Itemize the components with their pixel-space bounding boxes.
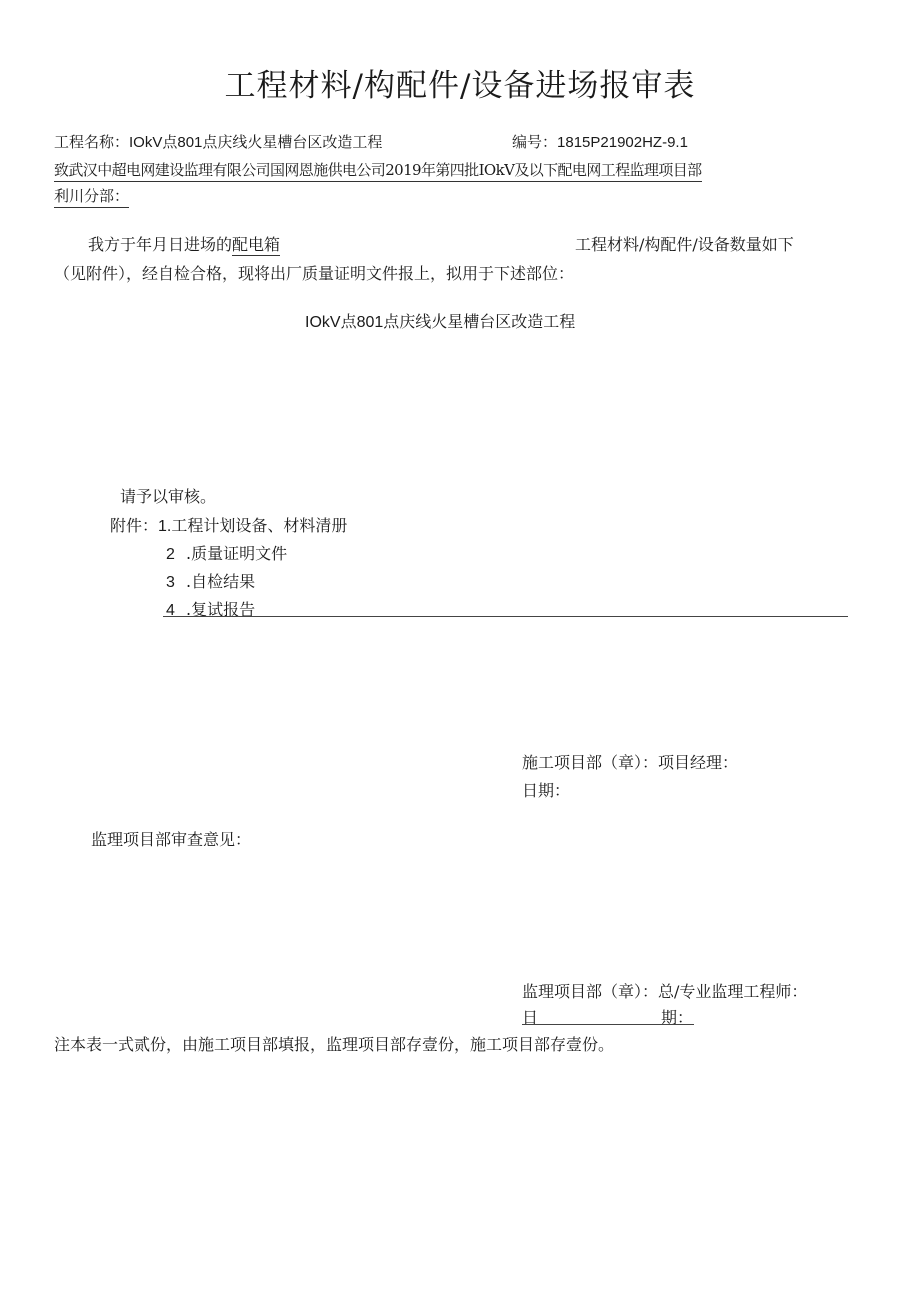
intro-second-line: （见附件），经自检合格，现将出厂质量证明文件报上，拟用于下述部位：	[54, 264, 575, 283]
project-name-line	[54, 131, 382, 152]
construction-dept-line: 施工项目部（章）：项目经理：	[522, 753, 739, 772]
intro-end: 工程材料/构配件/设备数量如下	[575, 235, 794, 254]
attachment-num: 2	[166, 546, 175, 563]
attachment-text: .质量证明文件	[186, 544, 288, 563]
supervision-date-underline	[522, 1024, 694, 1025]
footer-note: 注本表一式贰份，由施工项目部填报，监理项目部存壹份，施工项目部存壹份。	[54, 1035, 615, 1054]
page-title: 工程材料/构配件/设备进场报审表	[224, 68, 696, 104]
construction-date-label: 日期：	[522, 781, 571, 800]
usage-location: IOkV点801点庆线火星槽台区改造工程	[305, 314, 576, 331]
attachment-underline	[163, 616, 848, 617]
supervision-date-char2: 期：	[661, 1008, 694, 1027]
number-label: 编号：	[512, 133, 558, 151]
intro-start-line	[88, 232, 280, 255]
attachment-text: .复试报告	[186, 600, 256, 619]
attachment-num: 4	[166, 602, 175, 619]
project-name: IOkV点801点庆线火星槽台区改造工程	[129, 134, 383, 151]
attachment-text: 工程计划设备、材料清册	[171, 516, 348, 535]
intro-start: 我方于年月日进场的	[88, 235, 233, 254]
review-request: 请予以审核。	[120, 487, 217, 506]
material-name: 配电箱	[232, 235, 281, 254]
attachment-num: 1.	[158, 518, 172, 535]
attachment-text: .自检结果	[186, 572, 256, 591]
number-value: 1815P21902HZ-9.1	[557, 134, 688, 151]
project-label: 工程名称：	[54, 133, 130, 151]
number-line	[512, 131, 688, 152]
supervision-dept-line: 监理项目部（章）：总/专业监理工程师：	[522, 982, 808, 1001]
attachment-item-2	[166, 541, 287, 564]
attachment-num: 3	[166, 574, 175, 591]
attachments-label: 附件：	[110, 516, 159, 535]
attachment-item-3	[166, 569, 255, 592]
supervision-opinion-label: 监理项目部审查意见：	[91, 830, 252, 849]
addressee-line: 致武汉中超电网建设监理有限公司国网恩施供电公司2019年第四批IOkV及以下配电网工程监理项目部	[54, 159, 702, 182]
attachment-item-1	[110, 513, 347, 536]
addressee-branch: 利川分部：	[54, 185, 129, 208]
supervision-date-char1: 日	[522, 1008, 539, 1027]
